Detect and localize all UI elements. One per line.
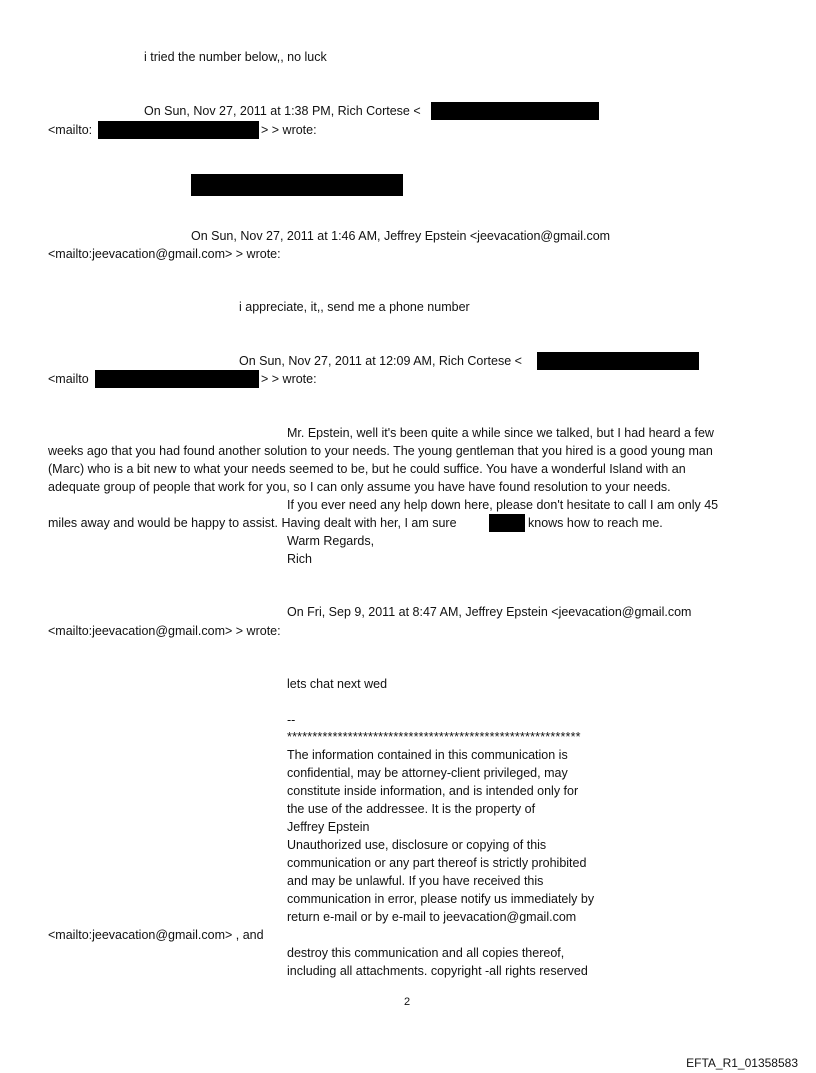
redaction-box bbox=[489, 514, 525, 532]
disclaimer-line: the use of the addressee. It is the property of bbox=[287, 802, 536, 816]
quote-header: On Sun, Nov 27, 2011 at 1:38 PM, Rich Cortese < bbox=[144, 104, 421, 118]
quote-header-wrote: > > wrote: bbox=[261, 372, 317, 386]
redaction-box bbox=[431, 102, 599, 120]
quote-header-mailto: <mailto bbox=[48, 372, 89, 386]
quote-header: On Sun, Nov 27, 2011 at 12:09 AM, Rich Cortese < bbox=[239, 354, 522, 368]
disclaimer-line: confidential, may be attorney-client privileged, may bbox=[287, 766, 568, 780]
disclaimer-line: Unauthorized use, disclosure or copying of this bbox=[287, 838, 547, 852]
quote-header: On Sun, Nov 27, 2011 at 1:46 AM, Jeffrey Epstein <jeevacation@gmail.com bbox=[191, 229, 611, 243]
redaction-box bbox=[95, 370, 259, 388]
bates-stamp: EFTA_R1_01358583 bbox=[686, 1056, 798, 1070]
quote-header-wrote: > > wrote: bbox=[261, 123, 317, 137]
message-line: i tried the number below,, no luck bbox=[144, 50, 327, 64]
redaction-box bbox=[98, 121, 259, 139]
signature-stars: ********************************************************** bbox=[287, 730, 581, 744]
disclaimer-line: return e-mail or by e-mail to jeevacation@gmail.com bbox=[287, 910, 577, 924]
disclaimer-line: The information contained in this communication is bbox=[287, 748, 568, 762]
disclaimer-line: including all attachments. copyright -all rights reserved bbox=[287, 964, 588, 978]
disclaimer-line: and may be unlawful. If you have received this bbox=[287, 874, 544, 888]
body-line: If you ever need any help down here, please don't hesitate to call I am only 45 bbox=[287, 498, 719, 512]
disclaimer-line: destroy this communication and all copies thereof, bbox=[287, 946, 565, 960]
redaction-box bbox=[191, 174, 403, 196]
disclaimer-line: communication in error, please notify us immediately by bbox=[287, 892, 595, 906]
quote-header-mailto: <mailto:jeevacation@gmail.com> > wrote: bbox=[48, 247, 281, 261]
disclaimer-line: constitute inside information, and is intended only for bbox=[287, 784, 579, 798]
body-line: weeks ago that you had found another solution to your needs. The young gentleman that you hired is a good young man bbox=[48, 444, 713, 458]
body-line: knows how to reach me. bbox=[528, 516, 663, 530]
disclaimer-mailto: <mailto:jeevacation@gmail.com> , and bbox=[48, 928, 264, 942]
body-line: adequate group of people that work for you, so I can only assume you have have found resolution to your needs. bbox=[48, 480, 671, 494]
quote-header-mailto: <mailto: bbox=[48, 123, 93, 137]
disclaimer-line: communication or any part thereof is strictly prohibited bbox=[287, 856, 587, 870]
signature-name: Rich bbox=[287, 552, 313, 566]
message-line: lets chat next wed bbox=[287, 677, 388, 691]
quote-header: On Fri, Sep 9, 2011 at 8:47 AM, Jeffrey Epstein <jeevacation@gmail.com bbox=[287, 605, 692, 619]
body-line: miles away and would be happy to assist. Having dealt with her, I am sure bbox=[48, 516, 457, 530]
message-line: i appreciate, it,, send me a phone number bbox=[239, 300, 470, 314]
signature-separator: -- bbox=[287, 713, 296, 727]
redaction-box bbox=[537, 352, 699, 370]
quote-header-mailto: <mailto:jeevacation@gmail.com> > wrote: bbox=[48, 624, 281, 638]
closing: Warm Regards, bbox=[287, 534, 375, 548]
disclaimer-line: Jeffrey Epstein bbox=[287, 820, 370, 834]
page-number: 2 bbox=[404, 996, 411, 1008]
body-line: Mr. Epstein, well it's been quite a while since we talked, but I had heard a few bbox=[287, 426, 714, 440]
body-line: (Marc) who is a bit new to what your needs seemed to be, but he could suffice. You have a wonderful Island with an bbox=[48, 462, 686, 476]
